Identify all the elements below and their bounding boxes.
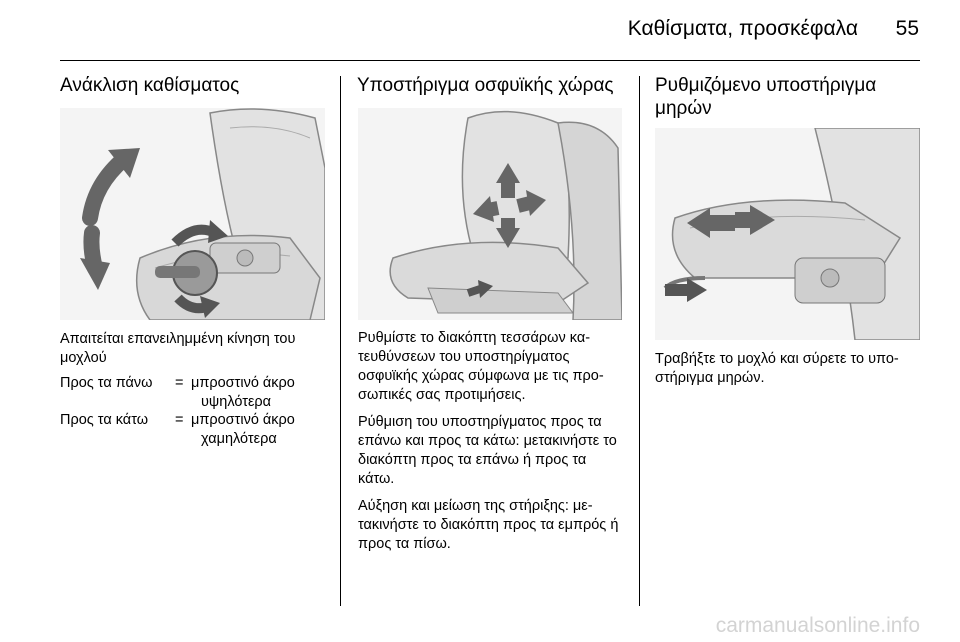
definition-value xyxy=(191,374,331,412)
section-heading: Ανάκλιση καθίσματος xyxy=(60,75,240,96)
lumbar-support-illustration xyxy=(358,108,622,320)
watermark: carmanualsonline.info xyxy=(715,614,920,637)
paragraph: Ρύθμιση του υποστηρίγματος προς τα επάνω και προς τα κάτω: μετακινήστε το διακόπτη προς τα επάνω ή προς τα κάτω. xyxy=(358,414,617,487)
column-divider-2 xyxy=(639,76,640,606)
definition-value-line: υψηλότερα xyxy=(201,394,272,410)
recline-instruction: Απαιτείται επανειλημμένη κίνηση του μοχλού xyxy=(60,331,296,366)
definition-row xyxy=(60,374,340,412)
page-number: 55 xyxy=(895,17,919,40)
section-heading: Υποστήριγμα οσφυϊκής χώρας xyxy=(357,75,614,96)
page-header-title: Καθίσματα, προσκέφαλα xyxy=(627,17,858,40)
section-seat-recline xyxy=(60,74,325,97)
lumbar-instructions xyxy=(358,329,626,554)
definition-value-line: μπροστινό άκρο xyxy=(191,412,295,428)
definition-value-line: μπροστινό άκρο xyxy=(191,375,295,391)
definition-row xyxy=(60,411,340,449)
thigh-support-illustration xyxy=(655,128,920,340)
column-divider-1 xyxy=(340,76,341,606)
definition-equals: = xyxy=(175,375,184,391)
definition-term: Προς τα πάνω xyxy=(60,375,153,391)
section-lumbar-support xyxy=(357,74,622,97)
thigh-support-instruction: Τραβήξτε το μοχλό και σύρετε το υπο- στήριγμα μηρών. xyxy=(655,351,899,386)
definition-equals: = xyxy=(175,412,184,428)
section-thigh-support xyxy=(655,74,920,120)
paragraph: Αύξηση και μείωση της στήριξης: με- τακινήστε το διακόπτη προς τα εμπρός ή προς τα πίσω. xyxy=(358,498,619,552)
definition-value xyxy=(191,411,331,449)
seat-recline-illustration xyxy=(60,108,325,320)
header-divider xyxy=(60,60,920,61)
section-heading: Ρυθμιζόμενο υποστήριγμα μηρών xyxy=(655,75,877,119)
definition-term: Προς τα κάτω xyxy=(60,412,149,428)
definition-value-line: χαμηλότερα xyxy=(201,431,277,447)
paragraph: Ρυθμίστε το διακόπτη τεσσάρων κα- τευθύνσεων του υποστηρίγματος οσφυϊκής χώρας σύμφωνα με τις προ- σωπικές σας προτιμήσεις. xyxy=(358,330,604,403)
